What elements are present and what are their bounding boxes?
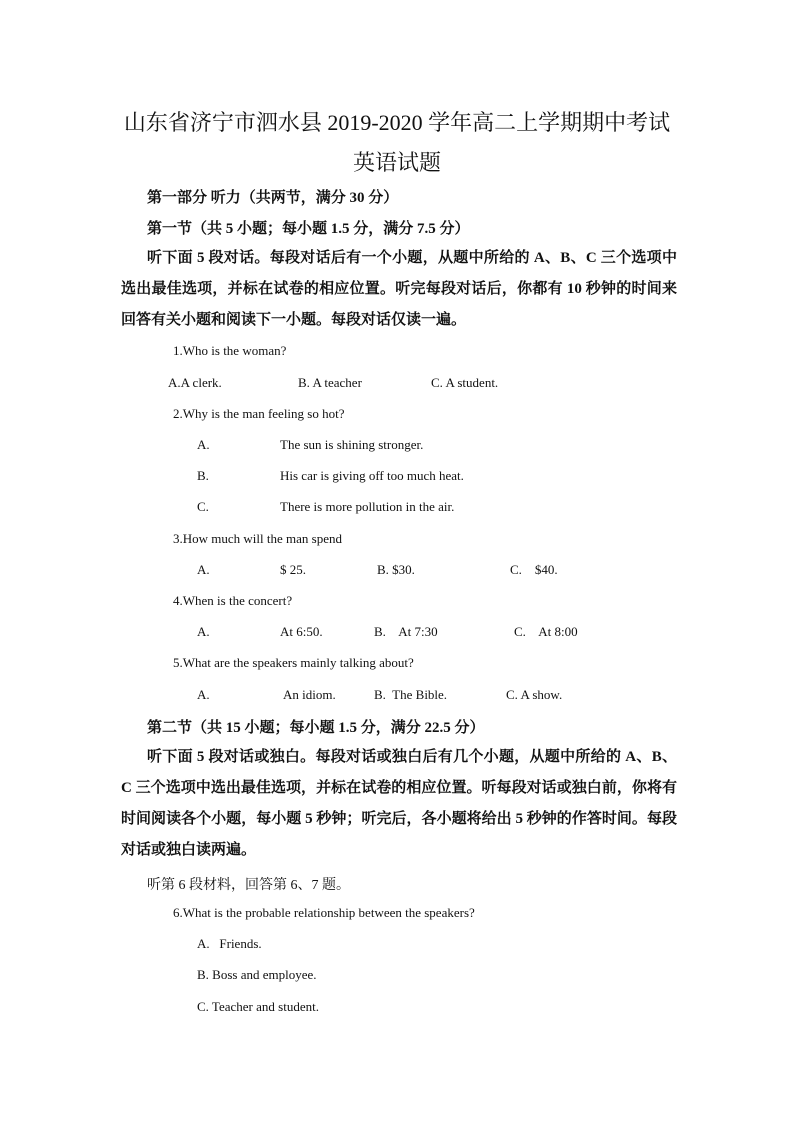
question-2-option-a-label: A.	[197, 437, 210, 452]
section2-instructions: 听下面 5 段对话或独白。每段对话或独白后有几个小题，从题中所给的 A、B、C 三个选项中选出最佳选项，并标在试卷的相应位置。听每段对话或独白前，你将有时间阅读各个小题，每小题 5 秒钟；听完后，各小题将给出 5 秒钟的作答时间。每段对话或独白读两遍。	[121, 749, 677, 858]
question-4-option-b: B. At 7:30	[374, 624, 438, 639]
question-3-option-c: C. $40.	[510, 562, 558, 577]
question-2-option-a: The sun is shining stronger.	[280, 437, 424, 452]
section1-heading: 第一节（共 5 小题；每小题 1.5 分，满分 7.5 分）	[147, 221, 470, 237]
question-4-stem: 4.When is the concert?	[173, 593, 293, 608]
question-4-option-c: C. At 8:00	[514, 624, 578, 639]
section2-heading: 第二节（共 15 小题；每小题 1.5 分，满分 22.5 分）	[147, 720, 485, 736]
question-2-option-b: His car is giving off too much heat.	[280, 468, 464, 483]
question-3-option-a: $ 25.	[280, 562, 306, 577]
question-2-option-c: There is more pollution in the air.	[280, 499, 455, 514]
question-3-stem: 3.How much will the man spend	[173, 531, 342, 546]
question-5-option-a-label: A.	[197, 687, 210, 702]
question-3-option-b: B. $30.	[377, 562, 415, 577]
part1-heading: 第一部分 听力（共两节，满分 30 分）	[147, 190, 399, 206]
question-6-option-a: A. Friends.	[197, 936, 262, 951]
question-5-option-a: An idiom.	[283, 687, 336, 702]
section1-instructions: 听下面 5 段对话。每段对话后有一个小题，从题中所给的 A、B、C 三个选项中选出最佳选项，并标在试卷的相应位置。听完每段对话后，你都有 10 秒钟的时间来回答有关小题和阅读下一小题。每段对话仅读一遍。	[121, 250, 677, 328]
question-1-stem: 1.Who is the woman?	[173, 343, 287, 358]
question-6-option-c: C. Teacher and student.	[197, 999, 319, 1014]
question-4-option-a: At 6:50.	[280, 624, 323, 639]
question-1-option-b: B. A teacher	[298, 375, 362, 390]
question-6-stem: 6.What is the probable relationship between the speakers?	[173, 905, 475, 920]
question-2-option-b-label: B.	[197, 468, 209, 483]
exam-title: 山东省济宁市泗水县 2019-2020 学年高二上学期期中考试	[123, 110, 671, 135]
question-2-stem: 2.Why is the man feeling so hot?	[173, 406, 345, 421]
question-3-option-a-label: A.	[197, 562, 210, 577]
question-1-option-a: A.A clerk.	[168, 375, 222, 390]
question-5-option-b: B. The Bible.	[374, 687, 448, 702]
question-2-option-c-label: C.	[197, 499, 209, 514]
question-6-option-b: B. Boss and employee.	[197, 967, 317, 982]
question-4-option-a-label: A.	[197, 624, 210, 639]
question-5-option-c: C. A show.	[506, 687, 563, 702]
question-5-stem: 5.What are the speakers mainly talking about?	[173, 655, 414, 670]
material-6-note: 听第 6 段材料，回答第 6、7 题。	[147, 878, 350, 893]
exam-subtitle: 英语试题	[352, 150, 441, 175]
question-1-option-c: C. A student.	[431, 375, 499, 390]
